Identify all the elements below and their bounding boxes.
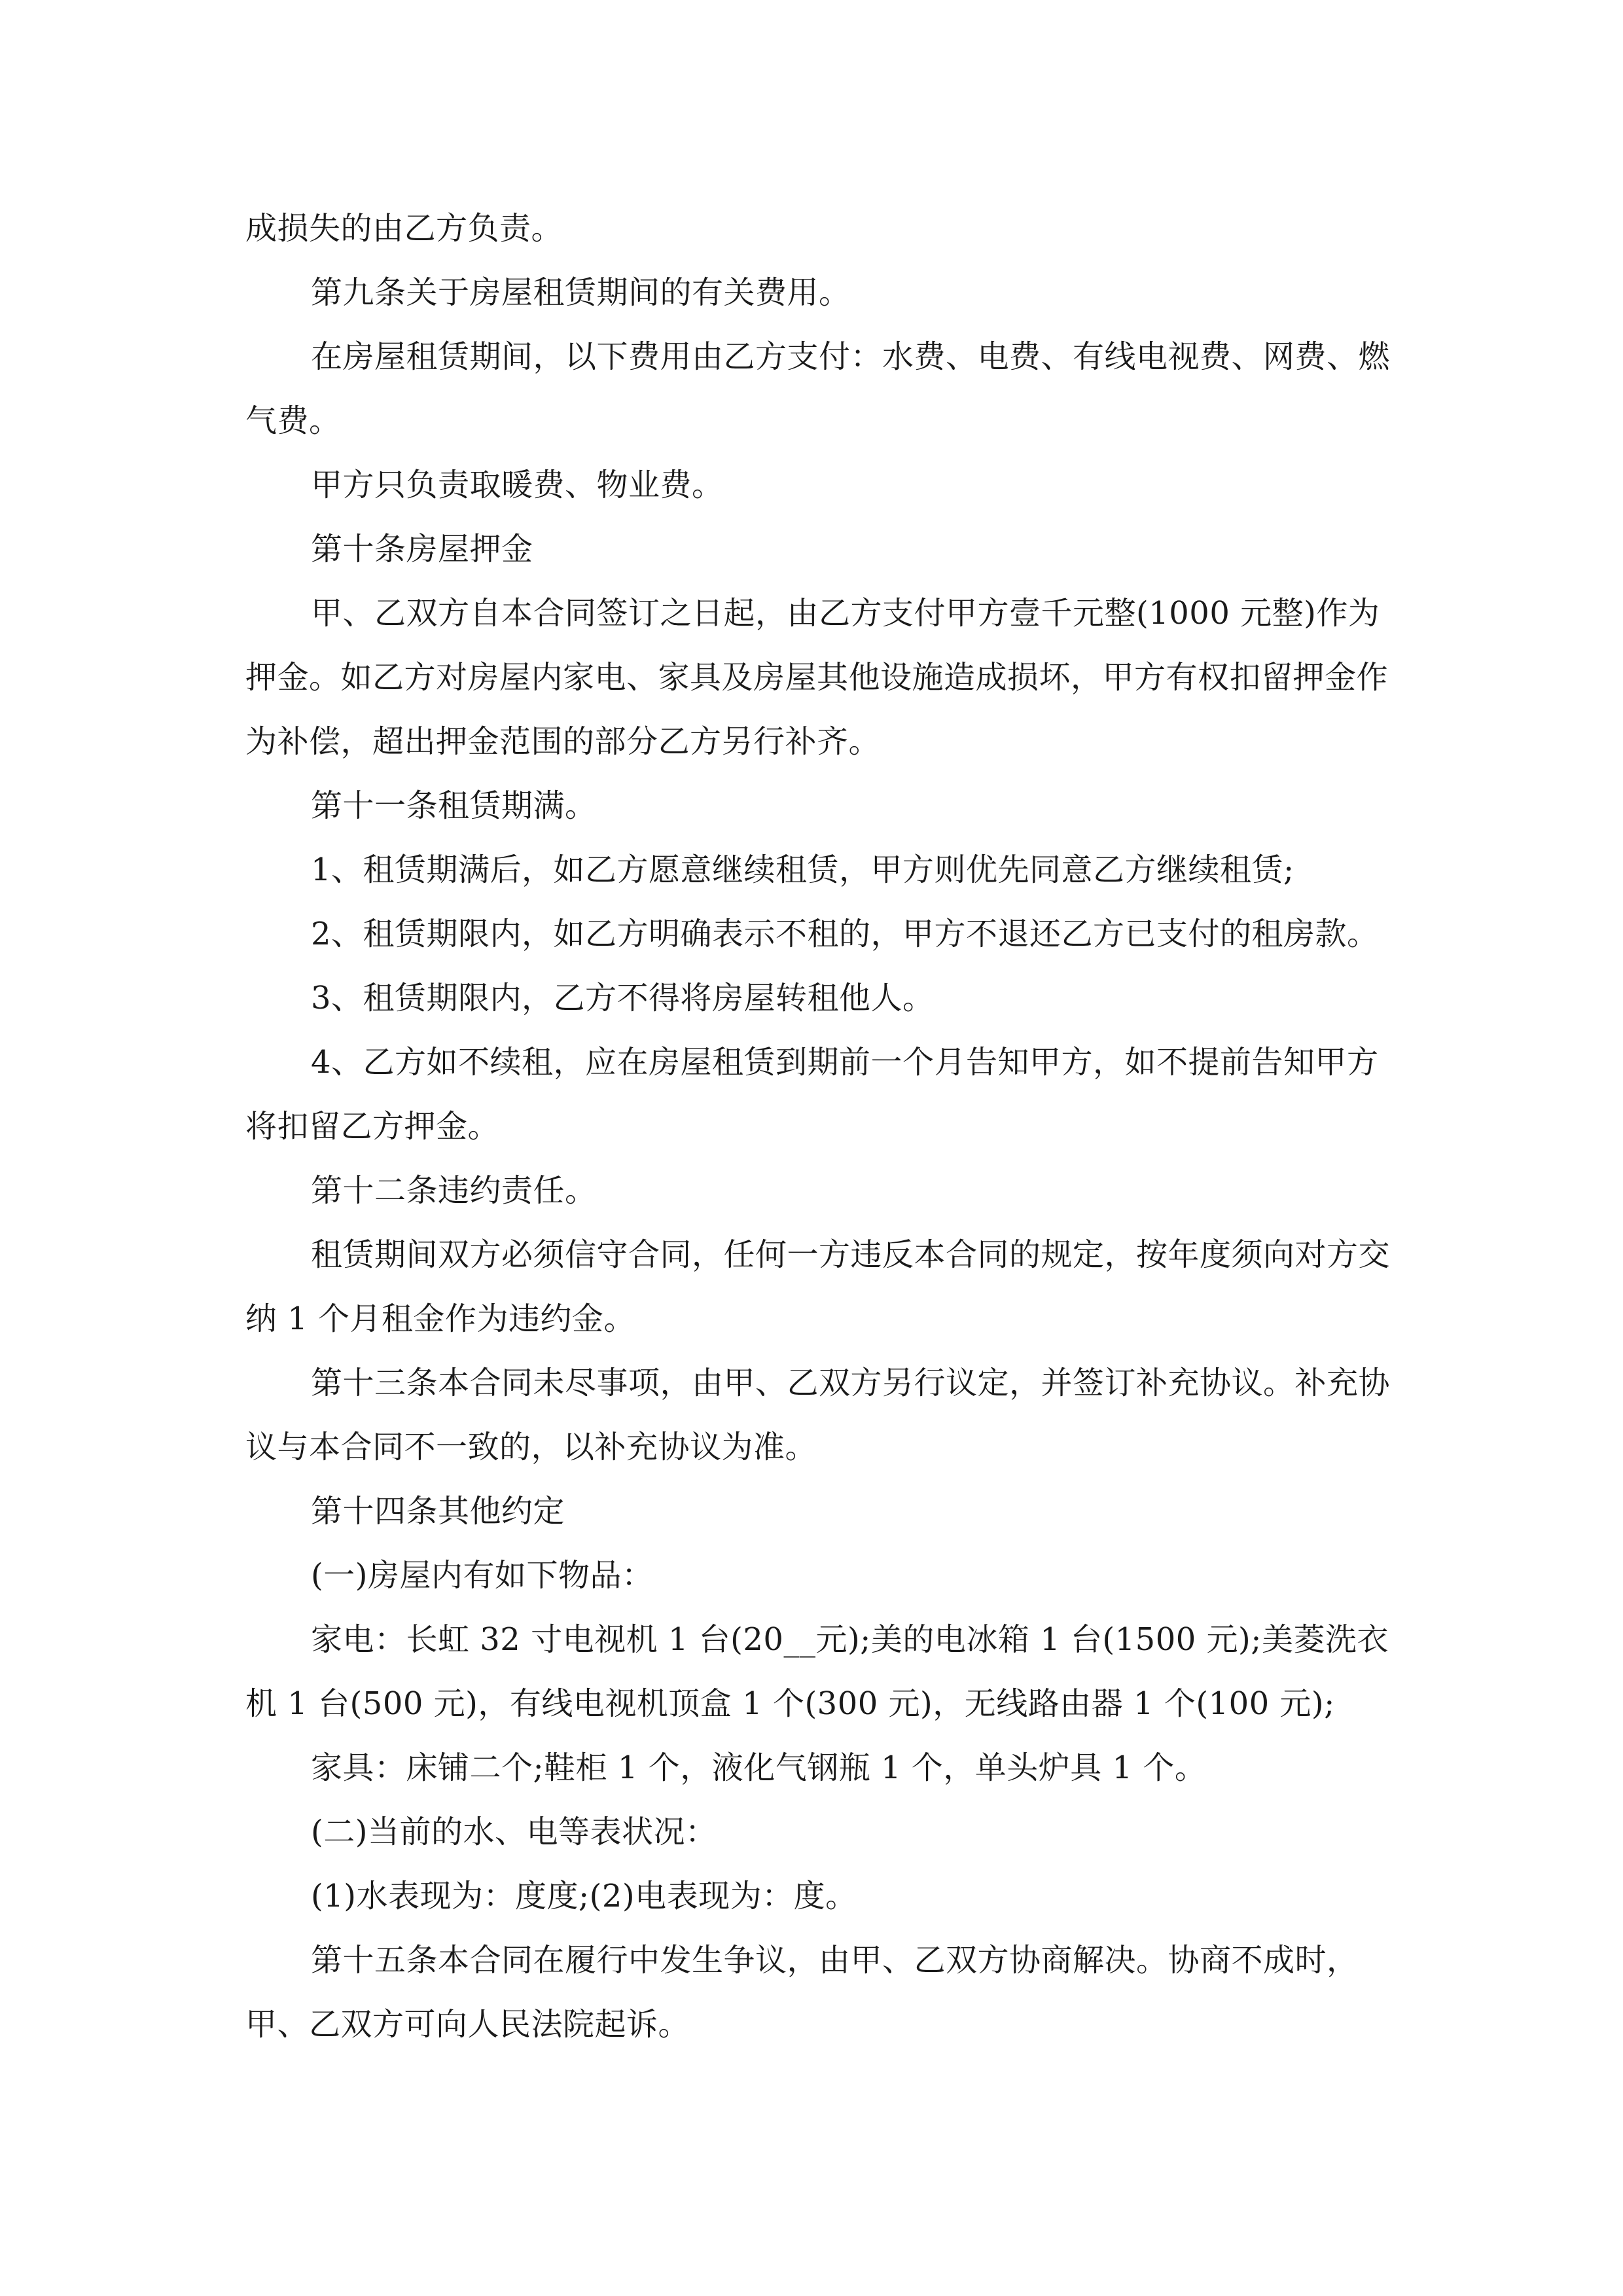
paragraph-article-15: 第十五条本合同在履行中发生争议，由甲、乙双方协商解决。协商不成时，甲、乙双方可向人民法院起诉。: [245, 1942, 1359, 2043]
paragraph-article-11-item-1: 1、租赁期满后，如乙方愿意继续租赁，甲方则优先同意乙方继续租赁;: [311, 852, 1294, 888]
paragraph-article-11-item-2: 2、租赁期限内，如乙方明确表示不租的，甲方不退还乙方已支付的租房款。: [311, 916, 1379, 952]
paragraph-article-14-meter-readings: (1)水表现为：度度;(2)电表现为：度。: [311, 1878, 857, 1914]
paragraph-article-13: 第十三条本合同未尽事项，由甲、乙双方另行议定，并签订补充协议。补充协议与本合同不一致的，以补充协议为准。: [245, 1365, 1391, 1465]
paragraph-article-9-landlord-fees: 甲方只负责取暖费、物业费。: [311, 467, 724, 503]
paragraph-article-14-meters-heading: (二)当前的水、电等表状况：: [311, 1814, 717, 1850]
paragraph-article-14-appliances: 家电：长虹 32 寸电视机 1 台(20__元);美的电冰箱 1 台(1500 元);美菱洗衣机 1 台(500 元)，有线电视机顶盒 1 个(300 元)，无线路由器 1 个(100 元);: [245, 1621, 1389, 1722]
paragraph-article-12-title: 第十二条违约责任。: [311, 1172, 597, 1209]
paragraph-article-10-deposit: 甲、乙双方自本合同签订之日起，由乙方支付甲方壹千元整(1000 元整)作为押金。如乙方对房屋内家电、家具及房屋其他设施造成损坏，甲方有权扣留押金作为补偿，超出押金范围的部分乙方另行补齐。: [245, 595, 1389, 760]
paragraph-loss-responsibility: 成损失的由乙方负责。: [245, 210, 563, 247]
paragraph-article-11-item-3: 3、租赁期限内，乙方不得将房屋转租他人。: [311, 980, 935, 1016]
paragraph-article-12-penalty: 租赁期间双方必须信守合同，任何一方违反本合同的规定，按年度须向对方交纳 1 个月租金作为违约金。: [245, 1236, 1391, 1337]
paragraph-article-14-items-heading: (一)房屋内有如下物品：: [311, 1557, 654, 1594]
paragraph-article-14-furniture: 家具：床铺二个;鞋柜 1 个，液化气钢瓶 1 个，单头炉具 1 个。: [311, 1749, 1207, 1786]
paragraph-article-9-title: 第九条关于房屋租赁期间的有关费用。: [311, 274, 851, 311]
contract-body: [245, 196, 1397, 2056]
paragraph-article-10-title: 第十条房屋押金: [311, 531, 533, 567]
paragraph-article-11-item-4: 4、乙方如不续租，应在房屋租赁到期前一个月告知甲方，如不提前告知甲方将扣留乙方押金。: [245, 1044, 1379, 1145]
paragraph-article-11-title: 第十一条租赁期满。: [311, 787, 597, 824]
paragraph-article-9-tenant-fees: 在房屋租赁期间，以下费用由乙方支付：水费、电费、有线电视费、网费、燃气费。: [245, 338, 1391, 439]
paragraph-article-14-title: 第十四条其他约定: [311, 1493, 565, 1530]
